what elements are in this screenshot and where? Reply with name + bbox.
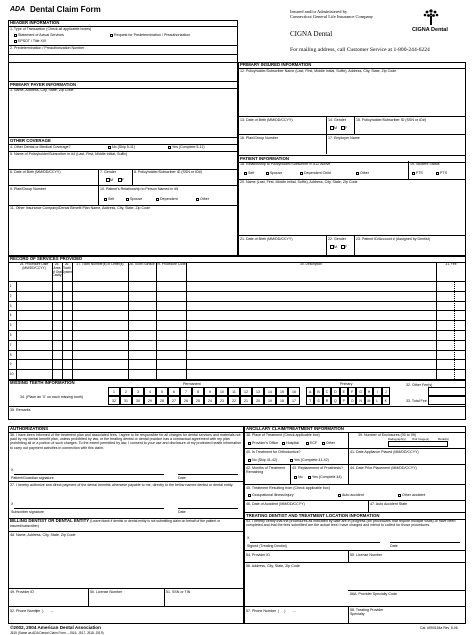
f8-label[interactable]: 8. Policyholder/Subscriber ID (SSN or ID#) xyxy=(134,170,202,174)
service-col-header-24: 24. Procedure Date (MM/DD/CCYY) xyxy=(19,262,49,270)
rel-other-checkbox[interactable]: Other xyxy=(196,197,209,201)
copyright-text: ©2002, 2004 American Dental Association xyxy=(10,625,101,630)
f48-label[interactable]: 48. Name, Address, City, State, Zip Code xyxy=(10,533,76,537)
form-code-text: Cat. #590154a Rev. 8-06 xyxy=(420,626,458,630)
primary-tooth-cell[interactable]: Q xyxy=(331,396,339,405)
billing-title: BILLING DENTIST OR DENTAL ENTITY (Leave blank if dentist or dental entity is not submitting claim on behalf of the patient or insured/subscriber) xyxy=(8,518,244,532)
primary-tooth-cell[interactable]: F xyxy=(348,387,356,396)
service-row-number: 4 xyxy=(9,313,12,318)
service-row[interactable] xyxy=(17,340,466,350)
service-col-header-26: 26. Tooth System xyxy=(62,262,73,274)
primary-tooth-cell[interactable]: R xyxy=(323,396,331,405)
tooth-cell[interactable]: 31 xyxy=(120,396,132,405)
service-row[interactable] xyxy=(17,291,466,301)
authorizations-title: AUTHORIZATIONS xyxy=(8,426,244,433)
ortho-yes-checkbox[interactable]: Yes (Complete 41-42) xyxy=(290,458,329,462)
subscriber-signature-label[interactable]: Subscriber signature xyxy=(11,510,44,514)
f41-label[interactable]: 41. Date Appliance Placed (MM/DD/CCYY) xyxy=(350,450,419,454)
service-row[interactable] xyxy=(17,369,466,379)
tooth-cell[interactable]: 12 xyxy=(240,387,252,396)
f13-label[interactable]: 13. Date of Birth (MM/DD/CCYY) xyxy=(240,118,293,122)
header-info-title: HEADER INFORMATION xyxy=(8,20,238,27)
tooth-cell[interactable]: 28 xyxy=(156,396,168,405)
f21-label[interactable]: 21. Date of Birth (MM/DD/CCYY) xyxy=(240,237,293,241)
service-row-number: 10 xyxy=(9,372,14,377)
treating-signature-label[interactable]: Signed (Treating Dentist) xyxy=(247,544,287,548)
occupational-checkbox[interactable]: Occupational illness/injury xyxy=(248,493,294,497)
other-gender-f[interactable] xyxy=(118,178,125,182)
services-title: RECORD OF SERVICES PROVIDED xyxy=(8,256,466,263)
primary-tooth-cell[interactable]: A xyxy=(306,387,314,396)
primary-tooth-cell[interactable]: G xyxy=(356,387,364,396)
auto-accident-checkbox[interactable]: Auto accident xyxy=(338,493,364,497)
primary-tooth-cell[interactable]: C xyxy=(323,387,331,396)
oral-image-label: Oral Image(s) xyxy=(412,437,430,441)
coverage-yes-checkbox[interactable]: Yes (Complete 5-11) xyxy=(168,145,205,149)
tooth-cell[interactable]: 8 xyxy=(192,387,204,396)
f44-label[interactable]: 44. Date Prior Placement (MM/DD/CCYY) xyxy=(350,466,417,470)
other-fees-field[interactable] xyxy=(428,387,466,396)
f42-label[interactable]: 42. Months of Treatment Remaining xyxy=(246,466,285,474)
f34-label: 34. (Place an 'X' on each missing tooth) xyxy=(20,395,84,399)
prosthesis-no-checkbox[interactable]: No xyxy=(294,475,303,479)
primary-payer-title: PRIMARY PAYER INFORMATION xyxy=(8,81,238,89)
f36-text: 36. I have been informed of the treatment plan and associated fees. I agree to be responsible for all charges for dental services and materials not paid by my dental benefit plan, unless prohibited by law, or the treating dentist or dental practice has a contractual agreement with my plan prohibiting all or a portion of such charges. To the extent permitted by law, I consent to your use and disclosure of my protected health information to carry out payment activities in connection with this claim. xyxy=(10,433,242,450)
rel-spouse-checkbox[interactable]: Spouse xyxy=(126,197,142,201)
primary-tooth-cell[interactable]: H xyxy=(365,387,373,396)
f45-label: 45. Treatment Resulting from (Check applicable box) xyxy=(246,486,330,490)
primary-tooth-cell[interactable]: B xyxy=(314,387,322,396)
f5-label[interactable]: 5. Name of Policyholder/Subscriber in #4 (Last, First, Middle Initial, Suffix) xyxy=(10,152,128,156)
tooth-cell[interactable]: 22 xyxy=(228,396,240,405)
patient-signature-label[interactable]: Patient/Guardian signature xyxy=(11,476,54,480)
insured-gender-f[interactable] xyxy=(341,126,345,130)
primary-tooth-cell[interactable]: O xyxy=(348,396,356,405)
pat-other-checkbox[interactable]: Other xyxy=(356,171,369,175)
place-other-checkbox[interactable]: Other xyxy=(322,441,335,445)
date3-label[interactable]: Date xyxy=(390,544,398,548)
service-row-number: 2 xyxy=(9,293,12,298)
tooth-cell[interactable]: 23 xyxy=(216,396,228,405)
f55-label[interactable]: 55. License Number xyxy=(350,553,383,557)
f53-text: 53. I hereby certify that the procedures as indicated by date are in progress (for procedures that require multiple visits) or have been completed and that the fees submitted are the actual fees I have charged and intend to collect for those procedures. xyxy=(246,519,456,528)
service-row-number: 9 xyxy=(9,362,12,367)
service-col-header-27: 27. Tooth Number(s) or Letter(s) xyxy=(76,262,124,266)
insured-line1: Insured and/or Administered by xyxy=(290,9,348,14)
f4-label: 4. Other Dental or Medical Coverage? xyxy=(10,145,71,149)
f19-label: 19. Student Status xyxy=(410,162,440,166)
f7-label: 7. Gender xyxy=(100,170,116,174)
tooth-cell[interactable]: 19 xyxy=(264,396,276,405)
service-row-number: 7 xyxy=(9,342,12,347)
service-row[interactable] xyxy=(17,301,466,311)
footer-sub-text: J515 (Same as ADA Dental Claim Form – J516, J517, J518, J519) xyxy=(10,631,104,635)
coverage-no-checkbox[interactable]: No (Skip 5-11) xyxy=(108,145,135,149)
tooth-cell[interactable]: 3 xyxy=(132,387,144,396)
f2-label[interactable]: 2. Predetermination / Preauthorization Number xyxy=(10,46,85,50)
f16-label[interactable]: 16. Plan/Group Number xyxy=(240,136,278,140)
primary-label: Primary xyxy=(340,382,353,386)
service-col-header-25: 25. Area of Oral Cavity xyxy=(52,262,62,278)
f56-label[interactable]: 56. Address, City, State, Zip Code xyxy=(246,564,300,568)
tooth-cell[interactable]: 15 xyxy=(276,387,288,396)
primary-tooth-cell[interactable]: I xyxy=(373,387,381,396)
billing-note: (Leave blank if dentist or dental entity is not submitting claim on behalf of the patient or insured/subscriber) xyxy=(10,519,221,528)
total-fee-field[interactable] xyxy=(428,396,466,405)
primary-tooth-cell[interactable]: E xyxy=(340,387,348,396)
insured-line2: Connecticut General Life Insurance Company xyxy=(290,14,373,19)
f22-label: 22. Gender xyxy=(328,237,346,241)
primary-tooth-cell[interactable]: D xyxy=(331,387,339,396)
f12-label[interactable]: 12. Policyholder/Subscriber Name (Last, First, Middle Initial, Suffix), Address, City, State, Zip Code xyxy=(240,69,397,73)
other-gender-m-label: M xyxy=(110,178,113,182)
service-row-number: 1 xyxy=(9,284,12,288)
place-provider-checkbox[interactable]: Provider's Office xyxy=(248,441,278,445)
tooth-cell[interactable]: 13 xyxy=(252,387,264,396)
service-row-number: 8 xyxy=(9,352,12,357)
tooth-cell[interactable]: 6 xyxy=(168,387,180,396)
f3-label[interactable]: 3. Name, Address, City, State, Zip Code xyxy=(10,88,74,92)
insured-gender-m[interactable] xyxy=(330,126,334,130)
f33-label: 33. Total Fee xyxy=(406,399,427,403)
pts-checkbox[interactable]: PTS xyxy=(436,171,447,175)
f11-label[interactable]: 11. Other Insurance Company/Dental Benefit Plan Name, Address, City, State, Zip Code xyxy=(10,206,151,210)
service-row-number: 5 xyxy=(9,323,12,328)
claim-form: ADA Dental Claim Form Insured and/or Administered by Connecticut General Life Insurance Company CIGNA Dental For mailing address, call Customer Service at 1-800-244-6224 CIGNA Dental HEADER INFORMATION 1. Type of Transaction (Check all applicable boxes) Statement of Actual Services Request for Predetermination / Preauthorization EPSDT / Title XIX 2. Predetermination / Preauthorization Number PRIMARY PAYER INFORMATION 3. Name, Address, City, State, Zip Code OTHER COVERAGE 4. Other Dental or Medical Coverage? No (Skip 5-11) Yes (Complete 5-11) 5. Name of Policyholder/Subscriber in #4 (Last, First, Middle Initial, Suffix) 6. Date of Birth (MM/DD/CCYY) 7. Gender M F 8. Policyholder/Subscriber ID (SSN or ID#) 9. Plan/Group Number 10. Patient's Relationship to Person Named in #5 Self Spouse Dependent Other 11. Other Insurance Company/Dental Benefit Plan Name, Address, City, State, Zip Code PRIMARY INSURED INFORMATION 12. Policyholder/Subscriber Name (Last, First, Middle Initial, Suffix), Address, City, State, Zip Code 13. Date of Birth (MM/DD/CCYY) 14. Gender M F 15. Policyholder/Subscriber ID (SSN or ID#) 16. Plan/Group Number 17. Employer Name PATIENT INFORMATION 18. Relationship to Policyholder/Subscriber in #12 Above Self Spouse Dependent Child Other 19. Student Status FTS PTS 20. Name (Last, First, Middle Initial, Suffix), Address, City, State, Zip Code 21. Date of Birth (MM/DD/CCYY) 22. Gender M F 23. Patient ID/Account # (Assigned by Dentist) RECORD OF SERVICES PROVIDED 24. Procedure Date (MM/DD/CCYY) 25. Area of Oral Cavity 26. Tooth System 27. Tooth Number(s) or Letter(s) 28. Tooth Surface 29. Procedure Code 30. Description 31. Fee 1 2 3 4 5 6 7 8 9 10 MISSING TEETH INFORMATION Permanent Primary 34. (Place an 'X' on each missing tooth) 1 2 3 4 5 6 7 8 9 10 11 12 13 14 15 16 32 31 30 29 28 27 26 25 24 23 22 21 20 19 18 17 A B C D E F G H I J T S R Q P O N M L K 32. Other Fee(s) 33. Total Fee 35. Remarks AUTHORIZATIONS 36. I have been informed of the treatment plan and associated fees. I agree to be responsible for all charges for dental services and materials not paid by my dental benefit plan, unless prohibited by law, or the treating dentist or dental practice has a contractual agreement with my plan prohibiting all or a portion of such charges. To the extent permitted by law, I consent to your use and disclosure of my protected health information to carry out payment activities in connection with this claim. X Patient/Guardian signature Date 37. I hereby authorize and direct payment of the dental benefits otherwise payable to me, directly to the below named dentist or dental entity. X Subscriber signature Date BILLING DENTIST OR DENTAL ENTITY (Leave blank if dentist or dental entity is not submitting claim on behalf of the patient or insured/subscriber) 48. Name, Address, City, State, Zip Code 49. Provider ID 50. License Number 51. SSN or TIN 52. Phone Number ( ) – ANCILLARY CLAIM/TREATMENT INFORMATION 38. Place of Treatment (Check applicable box) Provider's Office Hospital ECF Other 39. Number of Enclosures (00 to 99) Radiograph(s) Oral Image(s) Model(s) 40. Is Treatment for Orthodontics? No (Skip 41-42) Yes (Complete 41-42) 41. Date Appliance Placed (MM/DD/CCYY) 42. Months of Treatment Remaining 43. Replacement of Prosthesis? No Yes (Complete 44) 44. Date Prior Placement (MM/DD/CCYY) 45. Treatment Resulting from (Check applicable box) Occupational illness/injury Auto accident Other accident 46. Date of Accident (MM/DD/CCYY) 47. Auto Accident State TREATING DENTIST AND TREATMENT LOCATION INFORMATION 53. I hereby certify that the procedures as indicated by date are in progress (for procedures that require multiple visits) or have been completed and that the fees submitted are the actual fees I have charged and intend to collect for those procedures. X Signed (Treating Dentist) Date 54. Provider ID 55. License Number 56. Address, City, State, Zip Code 56A. Provider Specialty Code 57. Phone Number ( ) – 58. Treating Provider Specialty ©2002, 2004 American Dental Association J515 (Same as ADA Dental Claim Form – J516, J517, J518, J519) Cat. #590154a Rev. 8-06 xyxy=(8,6,466,624)
cigna-tree-icon xyxy=(422,8,440,26)
f56a-label[interactable]: 56A. Provider Specialty Code xyxy=(350,592,397,596)
primary-insured-title: PRIMARY INSURED INFORMATION xyxy=(238,62,466,69)
tooth-cell[interactable]: 4 xyxy=(144,387,156,396)
service-col-header-30: 30. Description xyxy=(300,262,322,266)
primary-tooth-cell[interactable]: T xyxy=(306,396,314,405)
other-coverage-title: OTHER COVERAGE xyxy=(8,137,238,145)
statement-checkbox[interactable] xyxy=(14,33,64,37)
service-row[interactable] xyxy=(17,350,466,360)
f14-label: 14. Gender xyxy=(328,118,346,122)
place-hospital-checkbox[interactable]: Hospital xyxy=(282,441,299,445)
statement-label: Statement of Actual Services xyxy=(18,33,64,37)
tooth-cell[interactable]: 30 xyxy=(132,396,144,405)
primary-tooth-cell[interactable]: J xyxy=(382,387,390,396)
service-col-header-28: 28. Tooth Surface xyxy=(129,262,155,266)
f46-label[interactable]: 46. Date of Accident (MM/DD/CCYY) xyxy=(246,502,305,506)
tooth-cell[interactable]: 16 xyxy=(288,387,300,396)
f37-text: 37. I hereby authorize and direct payment of the dental benefits otherwise payable to me, directly to the below named dentist or dental entity. xyxy=(10,483,234,487)
f15-label[interactable]: 15. Policyholder/Subscriber ID (SSN or ID#) xyxy=(356,118,426,122)
tooth-cell[interactable]: 27 xyxy=(168,396,180,405)
tooth-cell[interactable]: 26 xyxy=(180,396,192,405)
permanent-label: Permanent xyxy=(183,382,201,386)
f43-label: 43. Replacement of Prosthesis? xyxy=(292,466,343,470)
tooth-cell[interactable]: 5 xyxy=(156,387,168,396)
form-title: Dental Claim Form xyxy=(30,5,101,14)
tooth-cell[interactable]: 14 xyxy=(264,387,276,396)
f58-label[interactable]: 58. Treating Provider Specialty xyxy=(350,608,384,616)
f1-label: 1. Type of Transaction (Check all applicable boxes) xyxy=(10,27,92,31)
tooth-cell[interactable]: 10 xyxy=(216,387,228,396)
cigna-logo-text: CIGNA Dental xyxy=(412,27,448,33)
missing-teeth-title: MISSING TEETH INFORMATION xyxy=(10,380,75,385)
f20-label[interactable]: 20. Name (Last, First, Middle Initial, Suffix), Address, City, State, Zip Code xyxy=(240,180,358,184)
service-row[interactable] xyxy=(17,281,466,291)
tooth-cell[interactable]: 2 xyxy=(120,387,132,396)
model-label: Model(s) xyxy=(438,437,449,441)
epsdt-label: EPSDT / Title XIX xyxy=(18,39,47,43)
primary-tooth-cell[interactable]: S xyxy=(314,396,322,405)
tooth-cell[interactable]: 21 xyxy=(240,396,252,405)
f54-label[interactable]: 54. Provider ID xyxy=(246,553,270,557)
predetermination-label: Request for Predetermination / Preauthorization xyxy=(114,33,191,37)
patient-info-title: PATIENT INFORMATION xyxy=(238,155,466,163)
treating-title: TREATING DENTIST AND TREATMENT LOCATION INFORMATION xyxy=(244,512,466,520)
place-ecf-checkbox[interactable]: ECF xyxy=(306,441,317,445)
service-row[interactable] xyxy=(17,359,466,369)
tooth-cell[interactable]: 29 xyxy=(144,396,156,405)
sig2-x: X xyxy=(11,502,14,506)
f17-label[interactable]: 17. Employer Name xyxy=(328,136,360,140)
other-gender-f-label: F xyxy=(122,178,125,182)
other-accident-checkbox[interactable]: Other accident xyxy=(398,493,425,497)
f57-label[interactable]: 57. Phone Number xyxy=(246,609,277,613)
enclosures-field[interactable] xyxy=(388,441,448,447)
pat-self-checkbox[interactable]: Self xyxy=(244,171,254,175)
sig1-x: X xyxy=(11,468,14,472)
primary-tooth-cell[interactable]: M xyxy=(365,396,373,405)
rel-self-checkbox[interactable]: Self xyxy=(104,197,114,201)
f50-label[interactable]: 50. License Number xyxy=(90,590,123,594)
tooth-cell[interactable]: 20 xyxy=(252,396,264,405)
cigna-dental-text: CIGNA Dental xyxy=(290,30,333,38)
date1-label[interactable]: Date xyxy=(178,476,186,480)
fts-checkbox[interactable]: FTS xyxy=(412,171,423,175)
primary-tooth-cell[interactable]: P xyxy=(340,396,348,405)
tooth-cell[interactable]: 24 xyxy=(204,396,216,405)
primary-tooth-cell[interactable]: L xyxy=(373,396,381,405)
tooth-cell[interactable]: 1 xyxy=(108,387,120,396)
f23-label[interactable]: 23. Patient ID/Account # (Assigned by Dentist) xyxy=(356,237,430,241)
f52-label[interactable]: 52. Phone Number xyxy=(10,609,41,613)
f32-label: 32. Other Fee(s) xyxy=(406,383,433,387)
tooth-cell[interactable]: 32 xyxy=(108,396,120,405)
mailing-text: For mailing address, call Customer Service at 1-800-244-6224 xyxy=(290,47,430,53)
radiograph-label: Radiograph(s) xyxy=(388,437,406,441)
prosthesis-yes-checkbox[interactable]: Yes (Complete 44) xyxy=(308,475,342,479)
pat-gender-f[interactable] xyxy=(341,245,345,249)
service-col-header-31: 31. Fee xyxy=(445,262,457,266)
f10-label: 10. Patient's Relationship to Person Named in #5 xyxy=(100,187,179,191)
primary-tooth-cell[interactable]: N xyxy=(356,396,364,405)
ortho-no-checkbox[interactable]: No (Skip 41-42) xyxy=(248,458,277,462)
tooth-cell[interactable]: 11 xyxy=(228,387,240,396)
service-col-header-29: 29. Procedure Code xyxy=(156,262,186,266)
service-row-number: 6 xyxy=(9,333,12,337)
service-row[interactable] xyxy=(17,320,466,330)
pat-gender-m[interactable] xyxy=(330,245,334,249)
service-row[interactable] xyxy=(17,330,466,340)
f39-label: 39. Number of Enclosures (00 to 99) xyxy=(358,433,416,437)
tooth-cell[interactable]: 25 xyxy=(192,396,204,405)
ada-logo: ADA xyxy=(10,6,26,13)
other-gender-m[interactable] xyxy=(106,178,110,182)
pat-dep-checkbox[interactable]: Dependent Child xyxy=(300,171,331,175)
service-row-number: 3 xyxy=(9,303,12,308)
sig3-x: X xyxy=(247,536,250,540)
f38-label: 38. Place of Treatment (Check applicable box) xyxy=(246,433,320,437)
f18-label: 18. Relationship to Policyholder/Subscriber in #12 Above xyxy=(240,162,331,166)
predetermination-checkbox[interactable] xyxy=(110,33,190,37)
tooth-cell[interactable]: 18 xyxy=(276,396,288,405)
f51-label[interactable]: 51. SSN or TIN xyxy=(166,590,191,594)
primary-tooth-cell[interactable]: K xyxy=(382,396,390,405)
tooth-cell[interactable]: 17 xyxy=(288,396,300,405)
epsdt-checkbox[interactable] xyxy=(14,39,46,43)
tooth-cell[interactable]: 7 xyxy=(180,387,192,396)
f47-label[interactable]: 47. Auto Accident State xyxy=(370,502,408,506)
ancillary-title: ANCILLARY CLAIM/TREATMENT INFORMATION xyxy=(244,426,466,433)
f35-label[interactable]: 35. Remarks xyxy=(10,408,31,412)
f6-label[interactable]: 6. Date of Birth (MM/DD/CCYY) xyxy=(10,170,61,174)
pat-spouse-checkbox[interactable]: Spouse xyxy=(266,171,282,175)
date2-label[interactable]: Date xyxy=(178,510,186,514)
f40-label: 40. Is Treatment for Orthodontics? xyxy=(246,450,301,454)
service-row[interactable] xyxy=(17,310,466,320)
rel-dependent-checkbox[interactable]: Dependent xyxy=(156,197,178,201)
f9-label[interactable]: 9. Plan/Group Number xyxy=(10,187,46,191)
f49-label[interactable]: 49. Provider ID xyxy=(10,590,34,594)
tooth-cell[interactable]: 9 xyxy=(204,387,216,396)
